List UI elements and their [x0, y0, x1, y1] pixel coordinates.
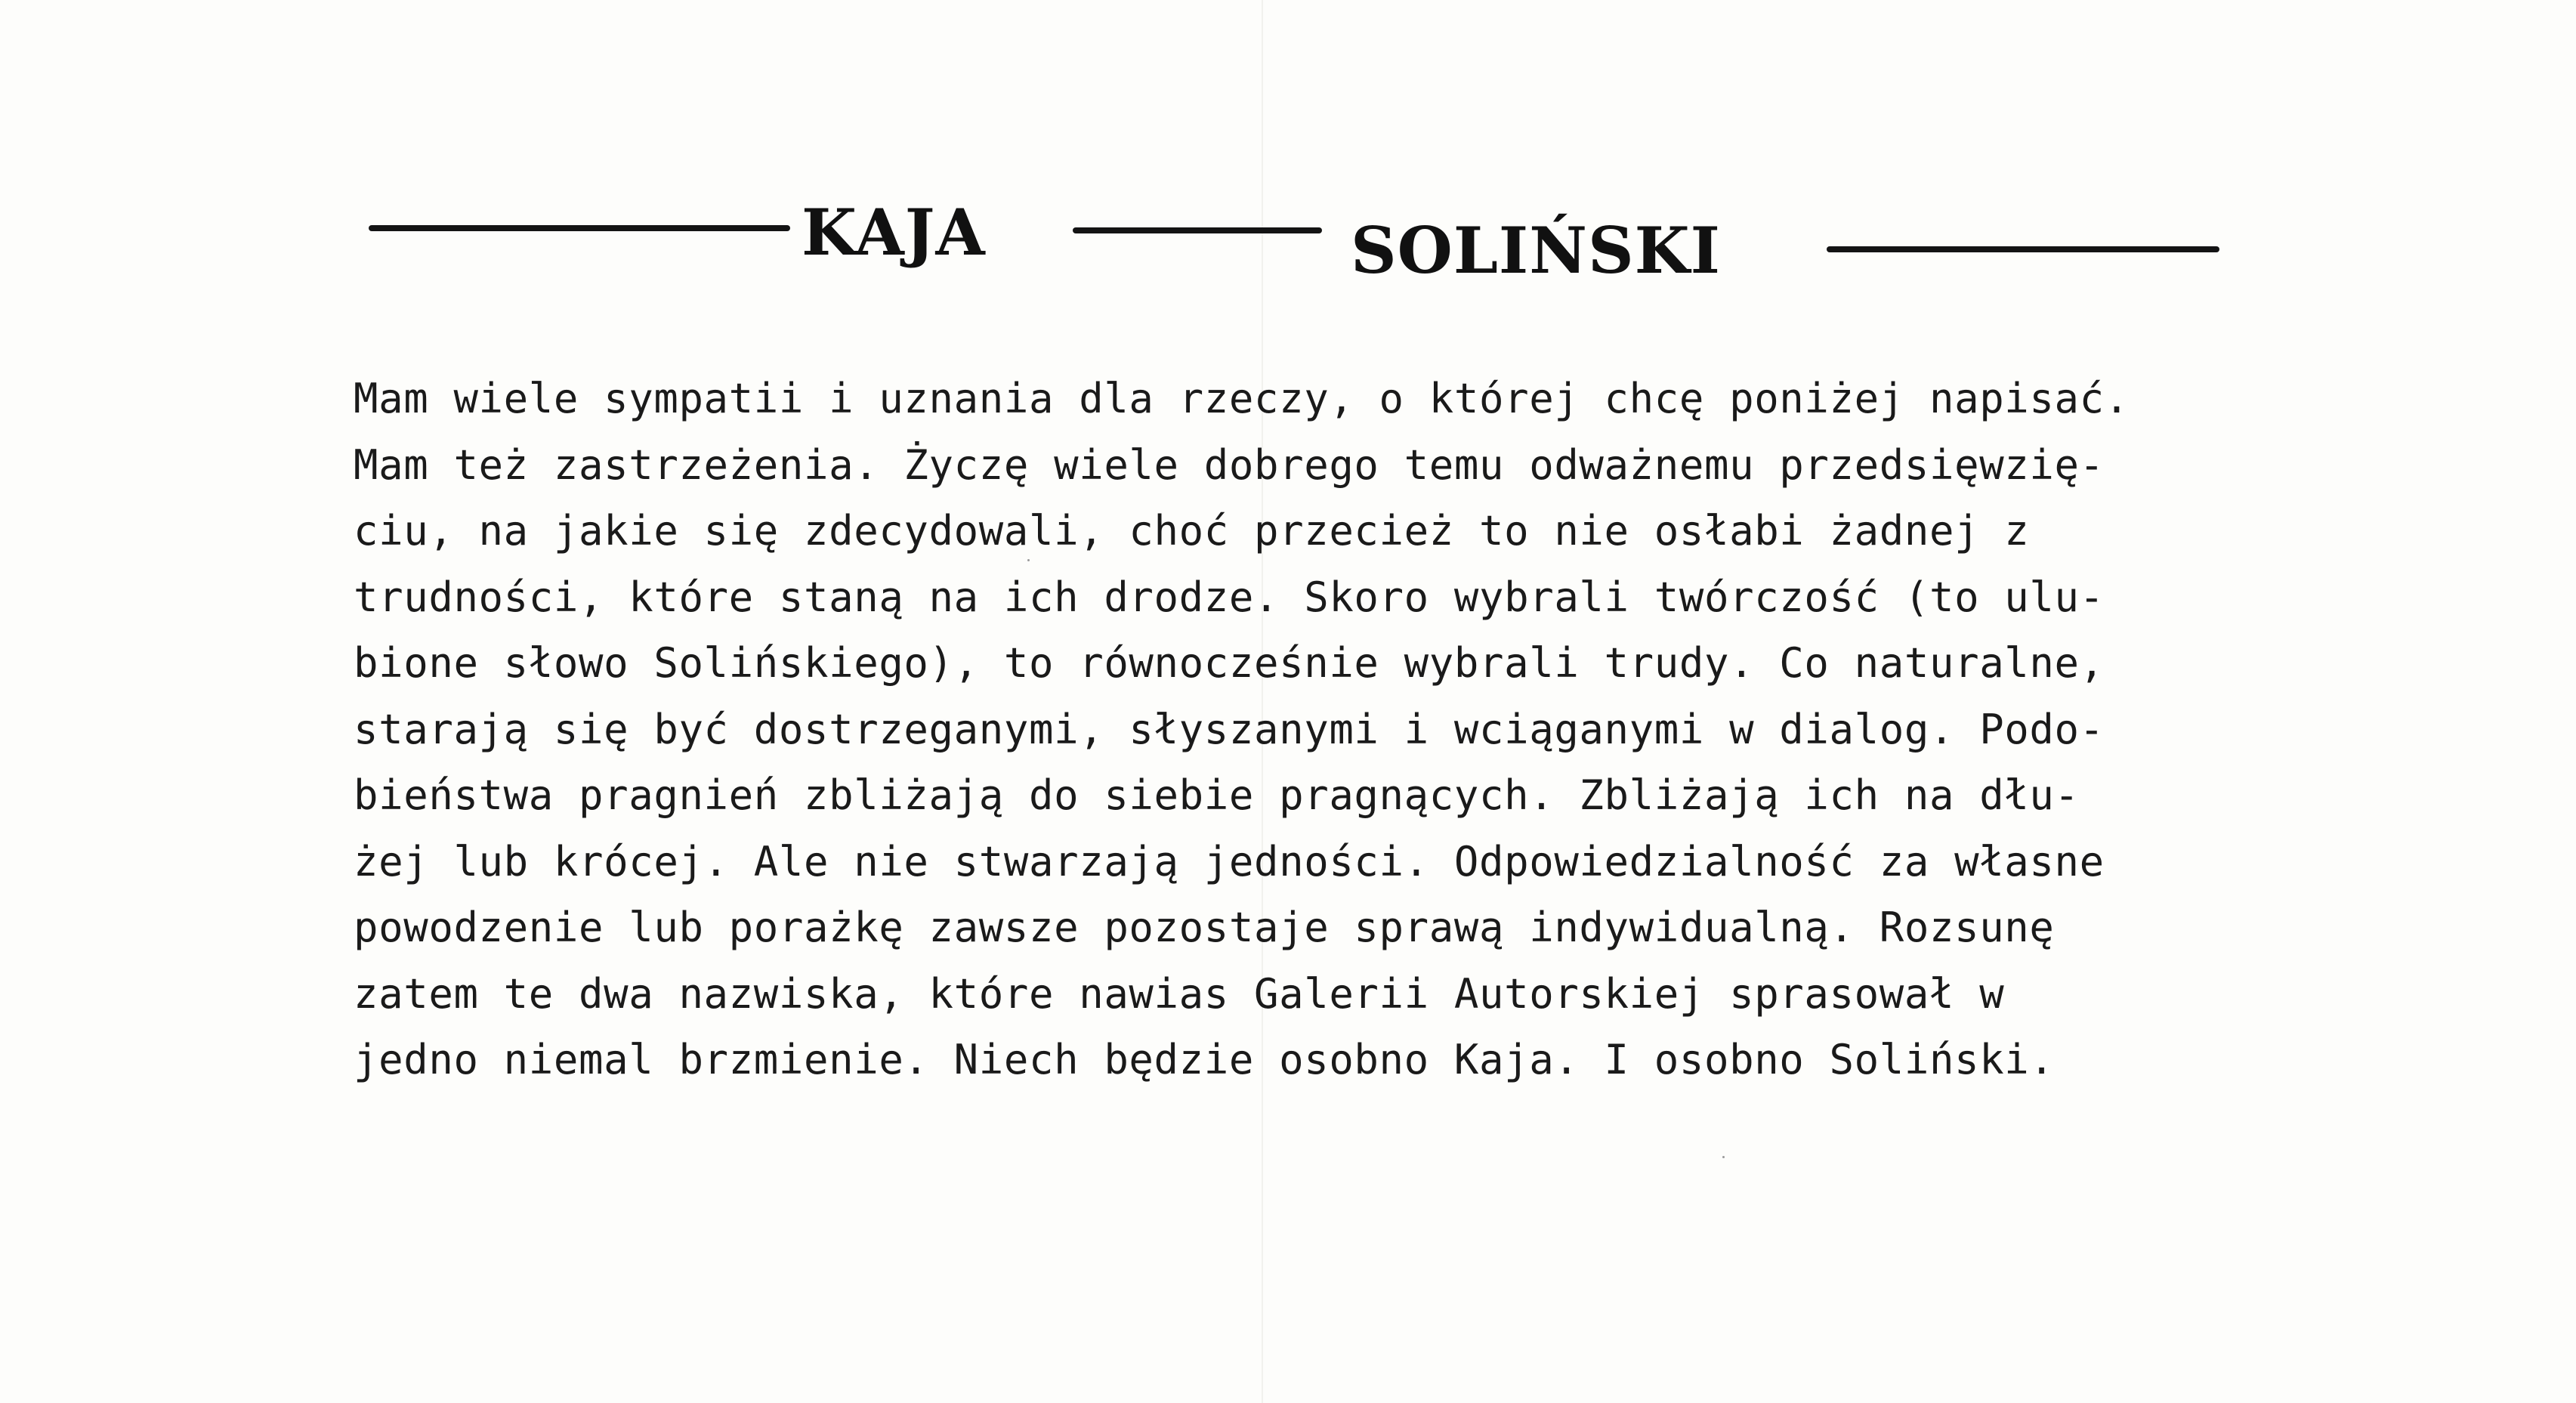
title-rule-middle: [1073, 227, 1322, 233]
title-first-name: KAJA: [802, 195, 986, 270]
title-rule-left: [369, 225, 790, 231]
title-last-name: SOLIŃSKI: [1351, 213, 1721, 288]
body-line: Mam wiele sympatii i uznania dla rzeczy, o której chcę poniżej napisać.: [354, 375, 2130, 422]
body-text: [354, 366, 2257, 1093]
paper-speck: [1027, 559, 1030, 561]
body-line: żej lub krócej. Ale nie stwarzają jedności. Odpowiedzialność za własne: [354, 837, 2105, 885]
body-line: zatem te dwa nazwiska, które nawias Galerii Autorskiej sprasował w: [354, 969, 2005, 1018]
body-line: powodzenie lub porażkę zawsze pozostaje sprawą indywidualną. Rozsunę: [354, 904, 2055, 951]
body-line: bione słowo Solińskiego), to równocześnie wybrali trudy. Co naturalne,: [354, 639, 2105, 687]
body-line: Mam też zastrzeżenia. Życzę wiele dobrego temu odważnemu przedsięwzię-: [354, 440, 2105, 489]
body-line: jedno niemal brzmienie. Niech będzie osobno Kaja. I osobno Soliński.: [354, 1036, 2055, 1083]
body-line: ciu, na jakie się zdecydowali, choć przecież to nie osłabi żadnej z: [354, 507, 2030, 555]
paper-speck: [1722, 1156, 1725, 1158]
title-rule-right: [1827, 246, 2219, 252]
title-heading: [369, 195, 2219, 293]
body-line: bieństwa pragnień zbliżają do siebie pragnących. Zbliżają ich na dłu-: [354, 771, 2080, 819]
body-line: trudności, które staną na ich drodze. Skoro wybrali twórczość (to ulu-: [354, 573, 2105, 621]
body-line: starają się być dostrzeganymi, słyszanymi i wciąganymi w dialog. Podo-: [354, 705, 2105, 753]
